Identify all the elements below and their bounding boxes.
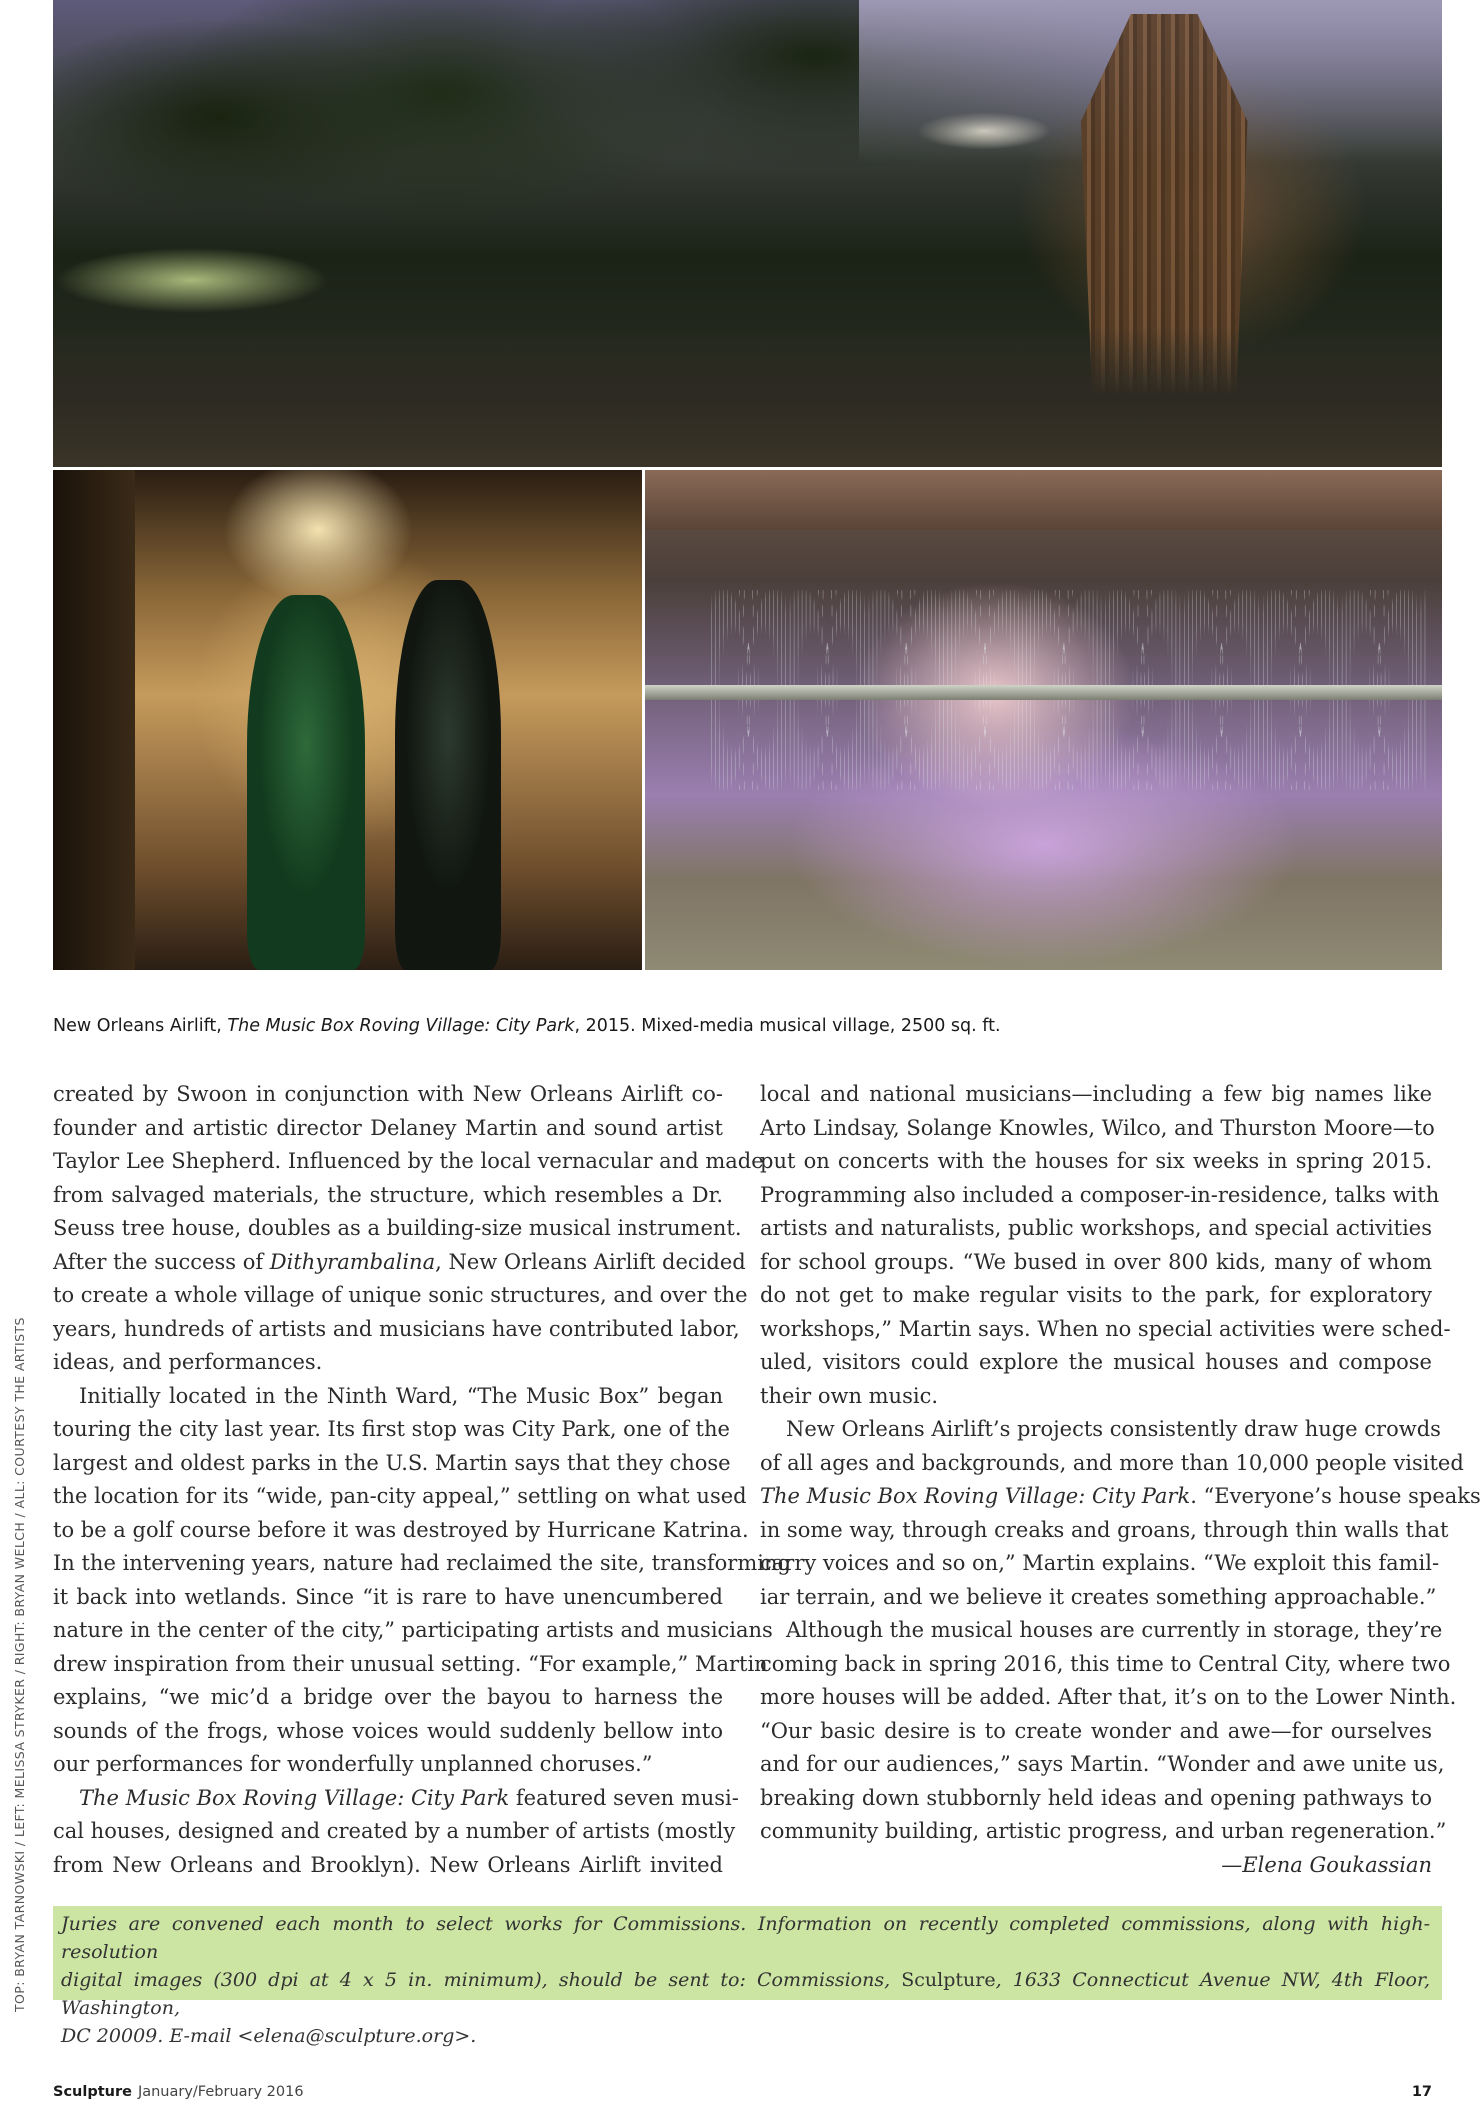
photo-instrument-frame [645, 470, 1442, 530]
text-line: The Music Box Roving Village: City Park. “Everyone’s house speaks [760, 1484, 1481, 1508]
italic-title: The Music Box Roving Village: City Park [760, 1484, 1191, 1508]
author-signature: —Elena Goukassian [1221, 1852, 1432, 1877]
paragraph [53, 1380, 791, 1782]
text-line: community building, artistic progress, and urban regeneration.” [760, 1819, 1447, 1843]
text-line: After the success of Dithyrambalina, New Orleans Airlift decided [53, 1249, 746, 1274]
text-line: from salvaged materials, the structure, which resembles a Dr. [53, 1182, 723, 1207]
info-line: Juries are convened each month to select works for Commissions. Information on recently completed commissions, along with high-resolution [61, 1913, 1430, 1963]
page-number: 17 [1411, 2084, 1432, 2100]
text-line: to create a whole village of unique sonic structures, and over the [53, 1283, 748, 1307]
photo-credit [12, 1317, 30, 2012]
caption-title: The Music Box Roving Village: City Park [227, 1016, 575, 1036]
text-line: touring the city last year. Its first stop was City Park, one of the [53, 1417, 730, 1441]
photo-credit-text: TOP: BRYAN TARNOWSKI / LEFT: MELISSA STRYKER / RIGHT: BRYAN WELCH / ALL: COURTESY THE ARTISTS [12, 1317, 27, 2012]
footer-magazine: Sculpture [53, 2084, 132, 2100]
text-line: our performances for wonderfully unplanned choruses.” [53, 1752, 653, 1776]
photo-musicians-inside-house [53, 470, 642, 970]
text-line: of all ages and backgrounds, and more than 10,000 people visited [760, 1450, 1464, 1475]
photo-figure-green-jacket [247, 595, 365, 970]
text-line: years, hundreds of artists and musicians have contributed labor, [53, 1316, 740, 1341]
text-line: it back into wetlands. Since “it is rare to have unencumbered [53, 1584, 723, 1609]
text-line: cal houses, designed and created by a number of artists (mostly [53, 1819, 736, 1843]
text-line: The Music Box Roving Village: City Park featured seven musi- [79, 1785, 739, 1810]
text-line: coming back in spring 2016, this time to Central City, where two [760, 1651, 1451, 1676]
text-line: in some way, through creaks and groans, through thin walls that [760, 1517, 1449, 1542]
page-footer [53, 2084, 304, 2100]
paragraph [53, 1078, 764, 1380]
photo-figure-black-shirt [395, 580, 501, 970]
text-line: Initially located in the Ninth Ward, “The Music Box” began [79, 1383, 723, 1408]
text-line: more houses will be added. After that, it’s on to the Lower Ninth. [760, 1685, 1457, 1709]
italic-title: Dithyrambalina [269, 1249, 436, 1274]
text-line: put on concerts with the houses for six weeks in spring 2015. [760, 1149, 1432, 1173]
text-line: largest and oldest parks in the U.S. Martin says that they chose [53, 1450, 731, 1475]
text-line: created by Swoon in conjunction with New Orleans Airlift co- [53, 1082, 723, 1106]
text-line: Arto Lindsay, Solange Knowles, Wilco, and Thurston Moore—to [760, 1115, 1435, 1140]
text-line: drew inspiration from their unusual setting. “For example,” Martin [53, 1651, 768, 1676]
article-column-left [53, 1078, 791, 1882]
text-line: founder and artistic director Delaney Martin and sound artist [53, 1115, 723, 1140]
caption-artist: New Orleans Airlift, [53, 1016, 228, 1036]
photo-instrument-rod [645, 685, 1442, 700]
paragraph [760, 1078, 1451, 1413]
text-line: artists and naturalists, public workshops, and special activities [760, 1216, 1432, 1240]
paragraph [760, 1614, 1457, 1849]
text-line: carry voices and so on,” Martin explains. “We exploit this famil- [760, 1551, 1440, 1575]
article-column-right [760, 1078, 1481, 1882]
text-line: for school groups. “We bused in over 800 kids, many of whom [760, 1249, 1432, 1274]
italic-title: The Music Box Roving Village: City Park [79, 1785, 510, 1810]
text-line: Programming also included a composer-in-residence, talks with [760, 1182, 1440, 1207]
paragraph [760, 1413, 1481, 1614]
photo-music-box-village-night [53, 0, 1442, 467]
photo-ground [53, 327, 1442, 467]
text-line: their own music. [760, 1383, 939, 1408]
text-line: the location for its “wide, pan-city appeal,” settling on what used [53, 1484, 747, 1508]
caption-details: , 2015. Mixed-media musical village, 2500 sq. ft. [574, 1016, 1001, 1036]
text-line: Seuss tree house, doubles as a building-size musical instrument. [53, 1216, 742, 1240]
info-line: digital images (300 dpi at 4 x 5 in. minimum), should be sent to: Commissions, Sculpture, 1633 Connecticut Avenue NW, 4th Floor, Washington, [61, 1969, 1431, 2019]
text-line: “Our basic desire is to create wonder and awe—for ourselves [760, 1718, 1432, 1743]
text-line: workshops,” Martin says. When no special activities were sched- [760, 1316, 1451, 1341]
text-line: from New Orleans and Brooklyn). New Orleans Airlift invited [53, 1852, 723, 1877]
text-line: explains, “we mic’d a bridge over the bayou to harness the [53, 1685, 723, 1709]
text-line: to be a golf course before it was destroyed by Hurricane Katrina. [53, 1517, 749, 1542]
figure-caption [53, 1016, 1001, 1036]
text-line: New Orleans Airlift’s projects consistently draw huge crowds [786, 1417, 1441, 1441]
text-line: sounds of the frogs, whose voices would suddenly bellow into [53, 1718, 723, 1743]
text-line: and for our audiences,” says Martin. “Wonder and awe unite us, [760, 1752, 1445, 1776]
magazine-name: Sculpture [901, 1969, 996, 1991]
text-line: do not get to make regular visits to the park, for exploratory [760, 1283, 1432, 1307]
text-line: ideas, and performances. [53, 1350, 323, 1374]
info-line-email: DC 20009. E-mail <elena@sculpture.org>. [61, 2025, 477, 2047]
footer-issue: January/February 2016 [137, 2084, 304, 2100]
commissions-info-box [53, 1906, 1442, 2047]
text-line: uled, visitors could explore the musical houses and compose [760, 1350, 1432, 1374]
photo-door-frame [53, 470, 135, 970]
text-line: Taylor Lee Shepherd. Influenced by the local vernacular and made [53, 1149, 764, 1173]
photo-child-behind-instrument [645, 470, 1442, 970]
text-line: nature in the center of the city,” participating artists and musicians [53, 1618, 773, 1642]
paragraph [53, 1782, 739, 1883]
text-line: local and national musicians—including a few big names like [760, 1082, 1432, 1106]
text-line: Although the musical houses are currently in storage, they’re [786, 1618, 1443, 1642]
text-line: iar terrain, and we believe it creates something approachable.” [760, 1584, 1437, 1609]
text-line: In the intervening years, nature had reclaimed the site, transforming [53, 1551, 791, 1575]
text-line: breaking down stubbornly held ideas and opening pathways to [760, 1785, 1432, 1810]
